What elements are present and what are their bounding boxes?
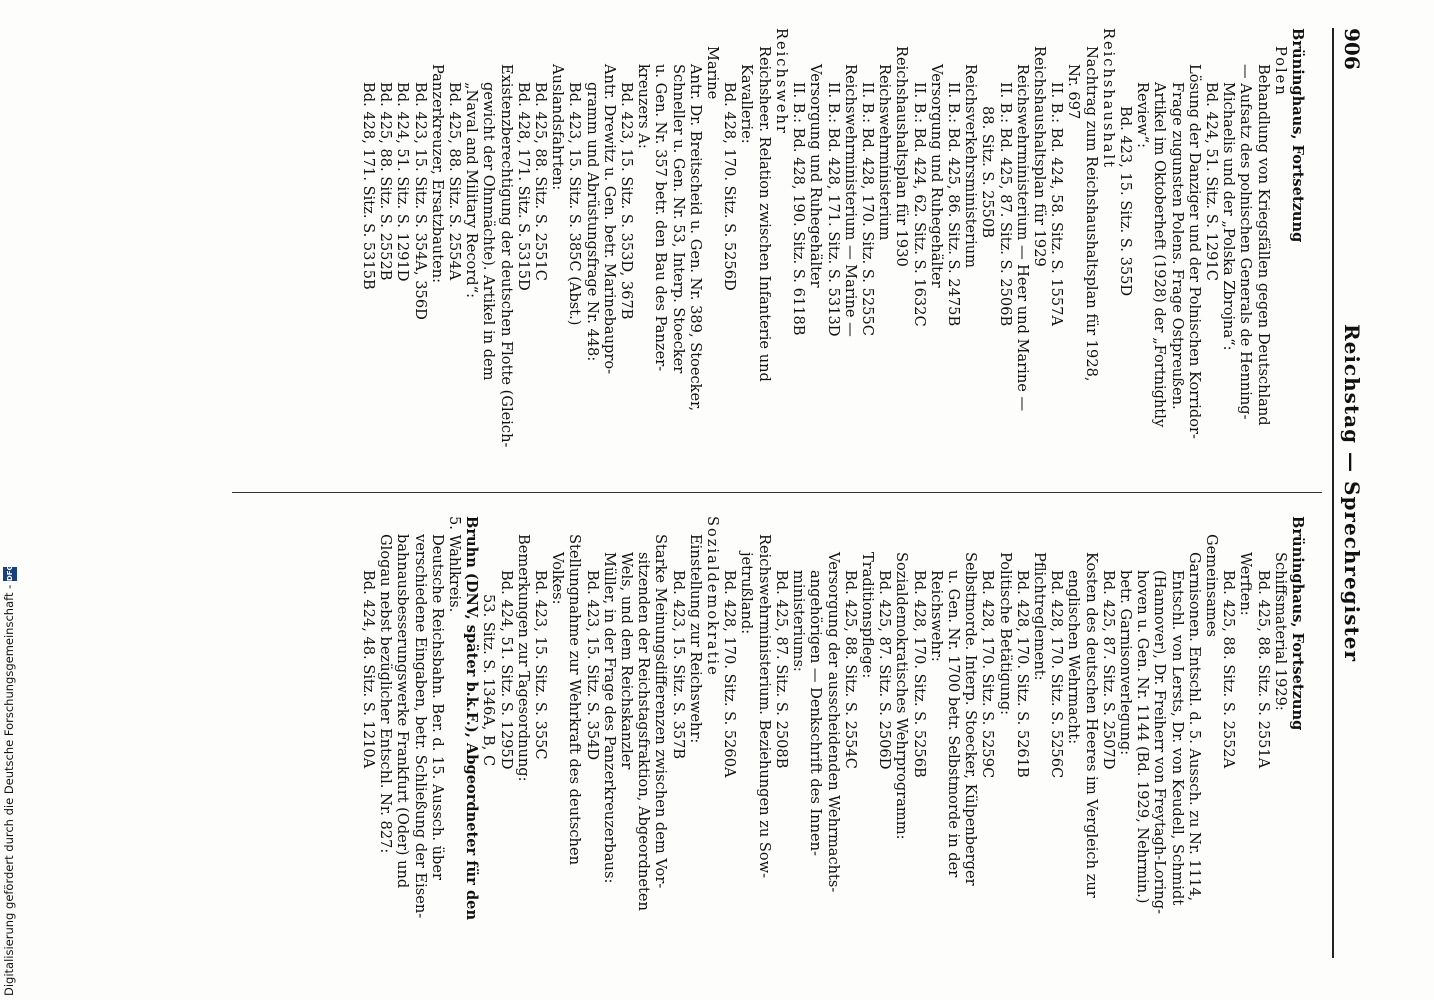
register-line: Bd. 423, 15. Sitz. S. 354A, 356D bbox=[411, 82, 429, 320]
register-line: Bd. 428, 170. Sitz. S. 5256B bbox=[910, 570, 928, 778]
register-line: Politische Betätigung: bbox=[996, 552, 1014, 716]
register-line: sitzenden der Reichstagsfraktion, Abgeordneten bbox=[635, 552, 653, 911]
register-line: Gemeinsames bbox=[1202, 534, 1220, 637]
register-line: Behandlung von Kriegsfällen gegen Deutschland bbox=[1254, 64, 1272, 426]
register-line: Starke Meinungsdifferenzen zwischen dem Vor- bbox=[652, 534, 670, 889]
dfg-logo: DFG bbox=[3, 567, 17, 581]
footer bbox=[0, 0, 22, 1000]
register-line: Frage zugunsten Polens. Frage Ostpreußen. bbox=[1168, 82, 1186, 410]
register-line: Reichswehr: bbox=[927, 570, 945, 662]
page-number: 906 bbox=[1340, 28, 1364, 70]
register-line: Lösung der Danziger und der Polnischen Korridor- bbox=[1185, 64, 1203, 439]
register-line: Sozialdemokratie bbox=[704, 516, 722, 677]
register-line: Bd. 428, 170. Sitz. S. 5261B bbox=[1013, 570, 1031, 778]
register-line: Bd. 428, 170. Sitz. S. 5260A bbox=[721, 570, 739, 778]
register-line: Versorgung und Ruhegehälter bbox=[927, 64, 945, 288]
register-line: Reichswehrministerium bbox=[876, 64, 894, 241]
register-line: Traditionspflege: bbox=[858, 552, 876, 679]
register-line: II. B.: Bd. 425, 87. Sitz. S. 2506B bbox=[996, 82, 1014, 327]
register-line: 53. Sitz. S. 1346A, B, C bbox=[480, 594, 498, 767]
register-line: Bd. 425, 88. Sitz. S. 2554C bbox=[841, 570, 859, 769]
register-line: Brüninghaus, Fortsetzung bbox=[1289, 28, 1306, 243]
register-line: Artikel im Oktoberheft (1928) der „Fortnightly bbox=[1151, 82, 1169, 428]
column-separator bbox=[232, 492, 1322, 493]
register-line: Reichshaushaltsplan für 1930 bbox=[893, 46, 911, 267]
register-line: 5. Wahlkreis. bbox=[446, 516, 464, 613]
register-line: Bd. 425, 88. Sitz. S. 2552A bbox=[1220, 570, 1238, 769]
register-line: Bd. 425, 87. Sitz. S. 2508B bbox=[772, 570, 790, 769]
register-line: Kavallerie: bbox=[738, 64, 756, 144]
register-line: Müller, in der Frage des Panzerkreuzerbaus: bbox=[600, 552, 618, 884]
register-line: Schiffsmaterial 1929: bbox=[1271, 552, 1289, 711]
register-line: Einstellung zur Reichswehr: bbox=[686, 534, 704, 744]
register-line: Reichswehrministerium — Heer und Marine — bbox=[1013, 64, 1031, 412]
register-line: II. B.: Bd. 424, 62. Sitz. S. 1632C bbox=[910, 82, 928, 327]
register-line: Reichswehrministerium. Beziehungen zu Sow- bbox=[755, 534, 773, 879]
header-rule bbox=[1332, 28, 1334, 958]
register-line: Versorgung und Ruhegehälter bbox=[807, 64, 825, 288]
register-line: Review“: bbox=[1134, 82, 1152, 149]
register-line: Nr. 697 bbox=[1065, 64, 1083, 120]
register-line: Versorgung der ausscheidenden Wehrmachts- bbox=[824, 552, 842, 893]
register-line: ministeriums: bbox=[790, 570, 808, 672]
page-title: Reichstag — Sprechregister bbox=[1340, 323, 1364, 663]
register-line: Auslandsfahrten: bbox=[549, 64, 567, 191]
register-line: Reichsheer. Relation zwischen Infanterie und bbox=[755, 46, 773, 382]
register-line: Bruhn (DNV, später b.k.F.), Abgeordneter für den bbox=[463, 516, 481, 921]
right-column bbox=[360, 516, 1306, 956]
register-line: hoven u. Gen. Nr. 1144 (Bd. 1929, Nehrmin.) bbox=[1134, 570, 1152, 904]
register-line: angehörigen — Denkschrift des Innen- bbox=[807, 570, 825, 856]
register-line: Reichsverkehrsministerium bbox=[962, 64, 980, 268]
register-line: Bd. 428, 170. Sitz. S. 5256D bbox=[721, 82, 739, 291]
register-line: Schneller u. Gen. Nr. 53, Interp. Stoecker bbox=[669, 64, 687, 374]
register-line: Antr. Dr. Breitscheid u. Gen. Nr. 389, Stoecker, bbox=[686, 64, 704, 412]
register-line: Bd. 425, 88. Sitz. S. 2552B bbox=[377, 82, 395, 281]
register-line: Panzerkreuzer, Ersatzbauten: bbox=[428, 64, 446, 284]
register-line: Antr. Drewitz u. Gen. betr. Marinebaupro- bbox=[600, 64, 618, 375]
register-line: Bd. 428, 171. Sitz. S. 5315D bbox=[514, 82, 532, 291]
footer-note bbox=[2, 564, 17, 996]
register-line: Garnisonen. Entschl. d. 5. Aussch. zu Nr. 1114, bbox=[1185, 552, 1203, 902]
register-line: Bd. 424, 51. Sitz. S. 1295D bbox=[497, 570, 515, 770]
register-line: Bd. 423, 15. Sitz. S. 353D, 367B bbox=[618, 82, 636, 320]
register-line: Reichshaushaltsplan für 1929 bbox=[1030, 46, 1048, 267]
register-line: II. B.: Bd. 424, 58. Sitz. S. 1557A bbox=[1048, 82, 1066, 326]
footer-text: Digitalisierung gefördert durch die Deutsche Forschungsgemeinschaft - bbox=[2, 584, 16, 996]
register-line: u. Gen. Nr. 1700 betr. Selbstmorde in der bbox=[944, 570, 962, 878]
register-line: II. B.: Bd. 425, 86. Sitz. S. 2475B bbox=[944, 82, 962, 327]
register-line: Bd. 425, 87. Sitz. S. 2507D bbox=[1099, 570, 1117, 770]
left-column bbox=[360, 28, 1306, 468]
register-line: Reichswehrministerium — Marine — bbox=[841, 64, 859, 337]
register-line: Glogau nebst bezüglicher Entschl. Nr. 827: bbox=[377, 534, 395, 854]
register-line: Bd. 428, 170. Sitz. S. 5256C bbox=[1048, 570, 1066, 779]
register-line: gewicht der Ohnmächte). Artikel in dem bbox=[480, 82, 498, 381]
page-header bbox=[1338, 28, 1364, 958]
register-line: Bd. 425, 88. Sitz. S. 2551A bbox=[1254, 570, 1272, 769]
register-line: bahnausbesserungswerke Frankfurt (Oder) und bbox=[394, 534, 412, 889]
register-line: englischen Wehrmacht: bbox=[1065, 570, 1083, 745]
register-line: Bemerkungen zur Tagesordnung: bbox=[514, 534, 532, 782]
register-line: Reichshaushalt bbox=[1099, 28, 1117, 169]
register-line: II. B.: Bd. 428, 190. Sitz. S. 6118B bbox=[790, 82, 808, 336]
register-line: u. Gen. Nr. 357 betr. den Bau des Panzer- bbox=[652, 64, 670, 372]
register-line: Entschl. von Lersts, Dr. von Keudell, Schmidt bbox=[1168, 570, 1186, 906]
register-line: „Naval and Military Record“: bbox=[463, 82, 481, 299]
register-line: gramm und Abrüstungsfrage Nr. 448: bbox=[583, 82, 601, 362]
register-line: Bd. 423, 15. Sitz. S. 355C bbox=[532, 570, 550, 760]
register-line: Bd. 428, 171. Sitz. S. 5315B bbox=[360, 82, 378, 290]
register-line: Bd. 425, 87. Sitz. S. 2506D bbox=[876, 570, 894, 770]
register-line: Bd. 424, 51. Sitz. S. 1291D bbox=[394, 82, 412, 282]
page-content bbox=[134, 28, 1434, 958]
register-line: Werften: bbox=[1237, 552, 1255, 616]
register-line: betr. Garnisonverlegung: bbox=[1116, 570, 1134, 756]
register-line: kreuzers A: bbox=[635, 64, 653, 149]
register-line: Deutsche Reichsbahn. Ber. d. 15. Aussch. über bbox=[428, 534, 446, 881]
register-line: Bd. 424, 48. Sitz. S. 1210A bbox=[360, 570, 378, 769]
register-line: Bd. 425, 88. Sitz. S. 2551C bbox=[532, 82, 550, 281]
register-line: II. B.: Bd. 428, 170. Sitz. S. 5255C bbox=[858, 82, 876, 336]
register-line: Selbstmorde. Interp. Stoecker, Külpenberger bbox=[962, 552, 980, 886]
register-line: — Aufsatz des polnischen Generals de Henning- bbox=[1237, 64, 1255, 420]
register-line: (Hannover), Dr. Freiherr von Freytagh-Loring- bbox=[1151, 570, 1169, 914]
register-line: Bd. 423, 15. Sitz. S. 354D bbox=[583, 570, 601, 761]
register-line: 88. Sitz. S. 2550B bbox=[979, 106, 997, 238]
register-line: Existenzberechtigung der deutschen Flotte (Gleich- bbox=[497, 64, 515, 448]
register-line: II. B.: Bd. 428, 171. Sitz. S. 5313D bbox=[824, 82, 842, 337]
register-line: Volkes: bbox=[549, 552, 567, 605]
rotated-register-page bbox=[134, 0, 1434, 1000]
register-line: Michaelis und der „Polska Zbrojna“: bbox=[1220, 82, 1238, 351]
register-line: Bd. 424, 51. Sitz. S. 1291C bbox=[1202, 82, 1220, 281]
register-line: jetrußland: bbox=[738, 552, 756, 635]
register-line: Pflichtreglement: bbox=[1030, 552, 1048, 681]
register-line: Marine bbox=[704, 46, 722, 100]
register-line: verschiedene Eingaben, betr. Schließung der Eisen- bbox=[411, 534, 429, 919]
register-line: Nachtrag zum Reichshaushaltsplan für 1928, bbox=[1082, 46, 1100, 382]
register-line: Bd. 425, 88. Sitz. S. 2554A bbox=[446, 82, 464, 281]
register-line: Kosten des deutschen Heeres im Vergleich zur bbox=[1082, 552, 1100, 898]
register-line: Bd. 423, 15. Sitz. S. 355D bbox=[1116, 106, 1134, 297]
register-line: Bd. 423, 15. Sitz. S. 357B bbox=[669, 570, 687, 760]
register-line: Sozialdemokratisches Wehrprogramm: bbox=[893, 552, 911, 840]
register-line: Polen bbox=[1271, 46, 1289, 97]
register-line: Bd. 428, 170. Sitz. S. 5259C bbox=[979, 570, 997, 779]
register-line: Bd. 423, 15. Sitz. S. 385C (Abst.) bbox=[566, 82, 584, 326]
register-line: Reichswehr bbox=[772, 28, 790, 135]
register-line: Stellungnahme zur Wehrkraft des deutschen bbox=[566, 534, 584, 865]
register-line: Wels, und dem Reichskanzler bbox=[618, 552, 636, 770]
register-line: Brüninghaus, Fortsetzung bbox=[1289, 516, 1306, 731]
